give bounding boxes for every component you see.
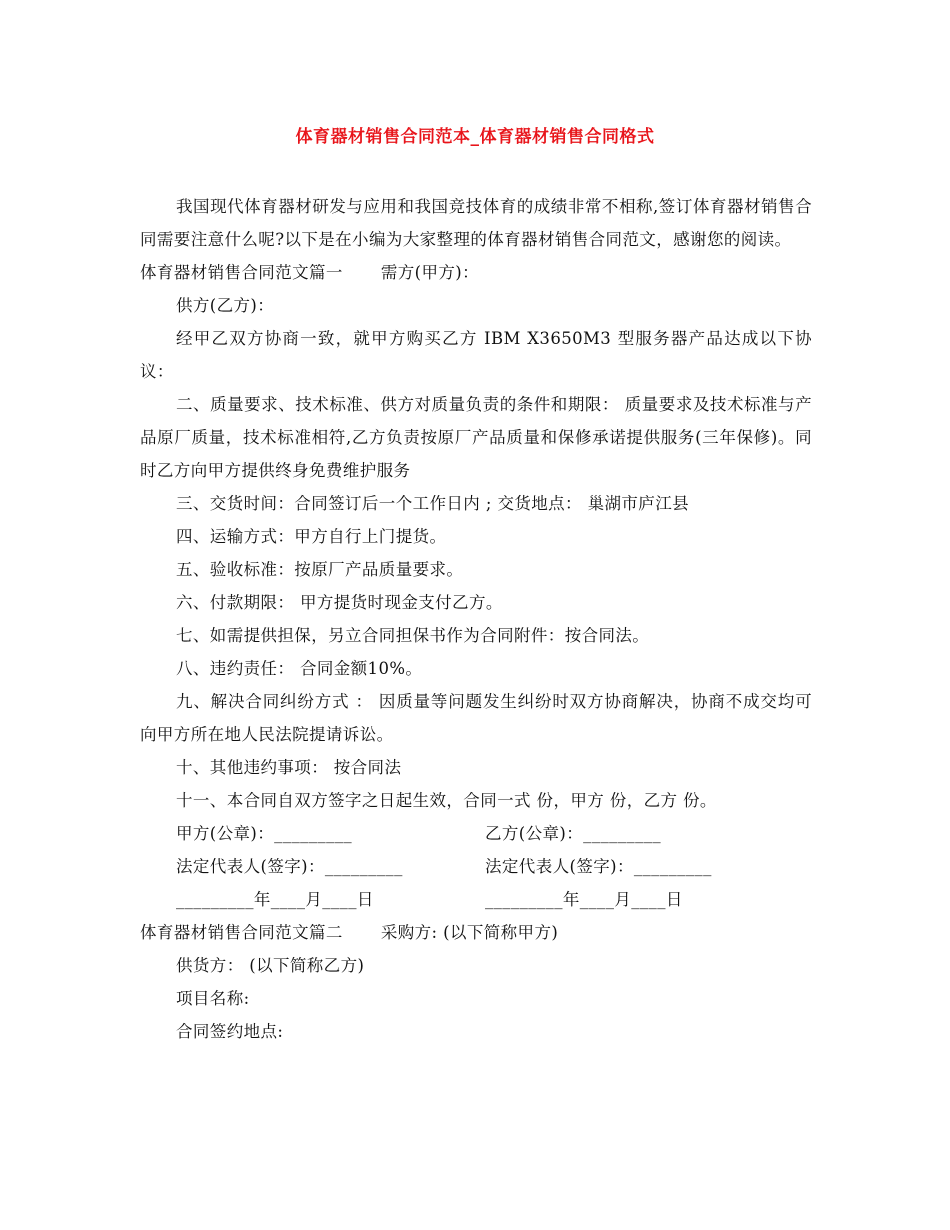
section2-supplier-label: 供货方： (以下简称乙方): [176, 956, 365, 975]
clause-6: 六、付款期限： 甲方提货时现金支付乙方。: [176, 593, 503, 612]
clause-8: 八、违约责任： 合同金额10%。: [176, 659, 423, 678]
buyer-label: 需方(甲方)：: [380, 263, 479, 282]
intro-paragraph: 我国现代体育器材研发与应用和我国竞技体育的成绩非常不相称,签订体育器材销售合同需要注意什么呢?以下是在小编为大家整理的体育器材销售合同范文，感谢您的阅读。: [140, 197, 812, 249]
clause-4: 四、运输方式：甲方自行上门提货。: [176, 527, 447, 546]
section1-heading: 体育器材销售合同范文篇一: [140, 263, 343, 282]
section1-heading-line: [140, 256, 812, 289]
party-a-seal: 甲方(公章)：_________: [176, 824, 353, 843]
preamble-paragraph: 经甲乙双方协商一致，就甲方购买乙方 IBM X3650M3 型服务器产品达成以下协议：: [140, 329, 812, 381]
project-name-label: 项目名称:: [176, 989, 250, 1008]
section2-heading-line: [140, 916, 812, 949]
document-title: 体育器材销售合同范本_体育器材销售合同格式: [295, 127, 655, 147]
clause-7: 七、如需提供担保，另立合同担保书作为合同附件：按合同法。: [176, 626, 650, 645]
purchaser-label: 采购方: (以下简称甲方): [380, 923, 559, 942]
party-a-date: _________年____月____日: [176, 890, 374, 909]
signature-row-date: [140, 883, 812, 916]
clause-9: 九、解决合同纠纷方式 ： 因质量等问题发生纠纷时双方协商解决，协商不成交均可向甲方所在地人民法院提请诉讼。: [140, 692, 812, 744]
clause-3: 三、交货时间：合同签订后一个工作日内 ; 交货地点： 巢湖市庐江县: [176, 494, 689, 513]
party-b-representative: 法定代表人(签字)：_________: [485, 857, 712, 876]
section2-heading: 体育器材销售合同范文篇二: [140, 923, 343, 942]
party-b-date: _________年____月____日: [485, 890, 683, 909]
clause-5: 五、验收标准：按原厂产品质量要求。: [176, 560, 464, 579]
supplier-label: 供方(乙方)：: [176, 296, 275, 315]
document-body: [140, 190, 812, 1048]
clause-10: 十、其他违约事项： 按合同法: [176, 758, 402, 777]
clause-2: 二、质量要求、技术标准、供方对质量负责的条件和期限： 质量要求及技术标准与产品原厂质量，技术标准相符,乙方负责按原厂产品质量和保修承诺提供服务(三年保修)。同时乙方向甲方提供终身免费维护服务: [140, 395, 812, 480]
party-a-representative: 法定代表人(签字)：_________: [176, 857, 403, 876]
signature-row-seal: [140, 817, 812, 850]
clause-11: 十一、本合同自双方签字之日起生效，合同一式 份，甲方 份，乙方 份。: [176, 791, 717, 810]
party-b-seal: 乙方(公章)：_________: [485, 824, 662, 843]
signing-location-label: 合同签约地点:: [176, 1022, 284, 1041]
signature-row-representative: [140, 850, 812, 883]
